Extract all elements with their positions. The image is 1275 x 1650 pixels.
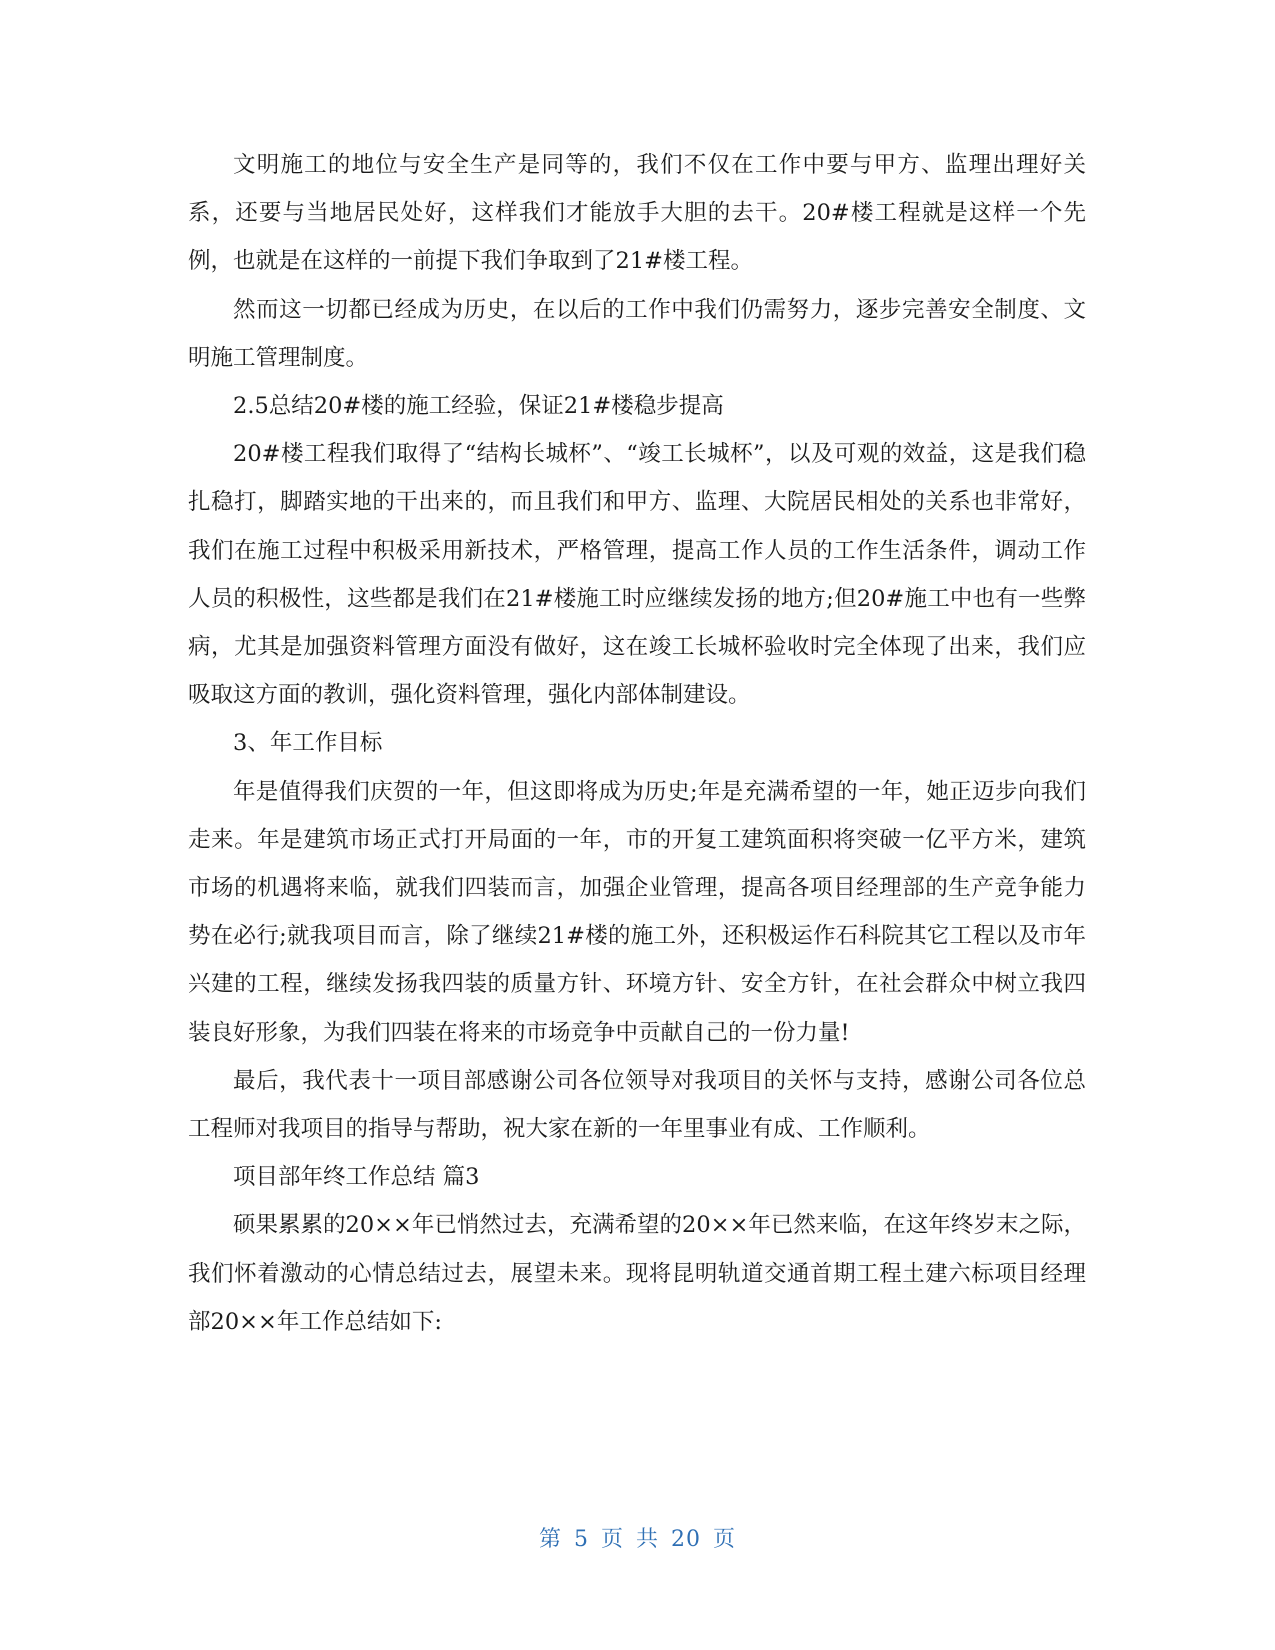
footer-total-pages: 20 xyxy=(671,1527,702,1552)
page-footer xyxy=(0,1522,1275,1553)
section-heading-3: 3、年工作目标 xyxy=(233,730,383,757)
paragraph-history: 然而这一切都已经成为历史，在以后的工作中我们仍需努力，逐步完善安全制度、文明施工管理制度。 xyxy=(188,296,1086,371)
footer-suffix: 页 xyxy=(713,1527,737,1552)
document-body xyxy=(188,141,1086,1346)
section-heading-article-3: 项目部年终工作总结 篇3 xyxy=(233,1164,480,1191)
footer-prefix: 第 xyxy=(538,1527,562,1552)
footer-current-page: 5 xyxy=(573,1527,589,1552)
section-heading-2-5: 2.5总结20#楼的施工经验，保证21#楼稳步提高 xyxy=(233,393,724,420)
paragraph-thanks: 最后，我代表十一项目部感谢公司各位领导对我项目的关怀与支持，感谢公司各位总工程师对我项目的指导与帮助，祝大家在新的一年里事业有成、工作顺利。 xyxy=(188,1067,1086,1143)
paragraph-building-20-experience: 20#楼工程我们取得了“结构长城杯”、“竣工长城杯”，以及可观的效益，这是我们稳扎稳打，脚踏实地的干出来的，而且我们和甲方、监理、大院居民相处的关系也非常好，我们在施工过程中积极采用新技术，严格管理，提高工作人员的工作生活条件，调动工作人员的积极性，这些都是我们在21#楼施工时应继续发扬的地方;但20#施工中也有一些弊病，尤其是加强资料管理方面没有做好，这在竣工长城杯验收时完全体现了出来，我们应吸取这方面的教训，强化资料管理，强化内部体制建设。 xyxy=(188,441,1086,709)
footer-total-word: 共 xyxy=(636,1527,660,1552)
paragraph-civilized-construction: 文明施工的地位与安全生产是同等的，我们不仅在工作中要与甲方、监理出理好关系，还要与当地居民处好，这样我们才能放手大胆的去干。20#楼工程就是这样一个先例，也就是在这样的一前提下我们争取到了21#楼工程。 xyxy=(188,152,1086,275)
footer-page-word: 页 xyxy=(600,1527,624,1552)
paragraph-annual-goal: 年是值得我们庆贺的一年，但这即将成为历史;年是充满希望的一年，她正迈步向我们走来。年是建筑市场正式打开局面的一年，市的开复工建筑面积将突破一亿平方米，建筑市场的机遇将来临，就我们四装而言，加强企业管理，提高各项目经理部的生产竞争能力势在必行;就我项目而言，除了继续21#楼的施工外，还积极运作石科院其它工程以及市年兴建的工程，继续发扬我四装的质量方针、环境方针、安全方针，在社会群众中树立我四装良好形象，为我们四装在将来的市场竞争中贡献自己的一份力量! xyxy=(188,778,1086,1046)
paragraph-article-3-intro: 硕果累累的20××年已悄然过去，充满希望的20××年已然来临，在这年终岁末之际，我们怀着激动的心情总结过去，展望未来。现将昆明轨道交通首期工程土建六标项目经理部20××年工作总结如下: xyxy=(188,1212,1086,1335)
